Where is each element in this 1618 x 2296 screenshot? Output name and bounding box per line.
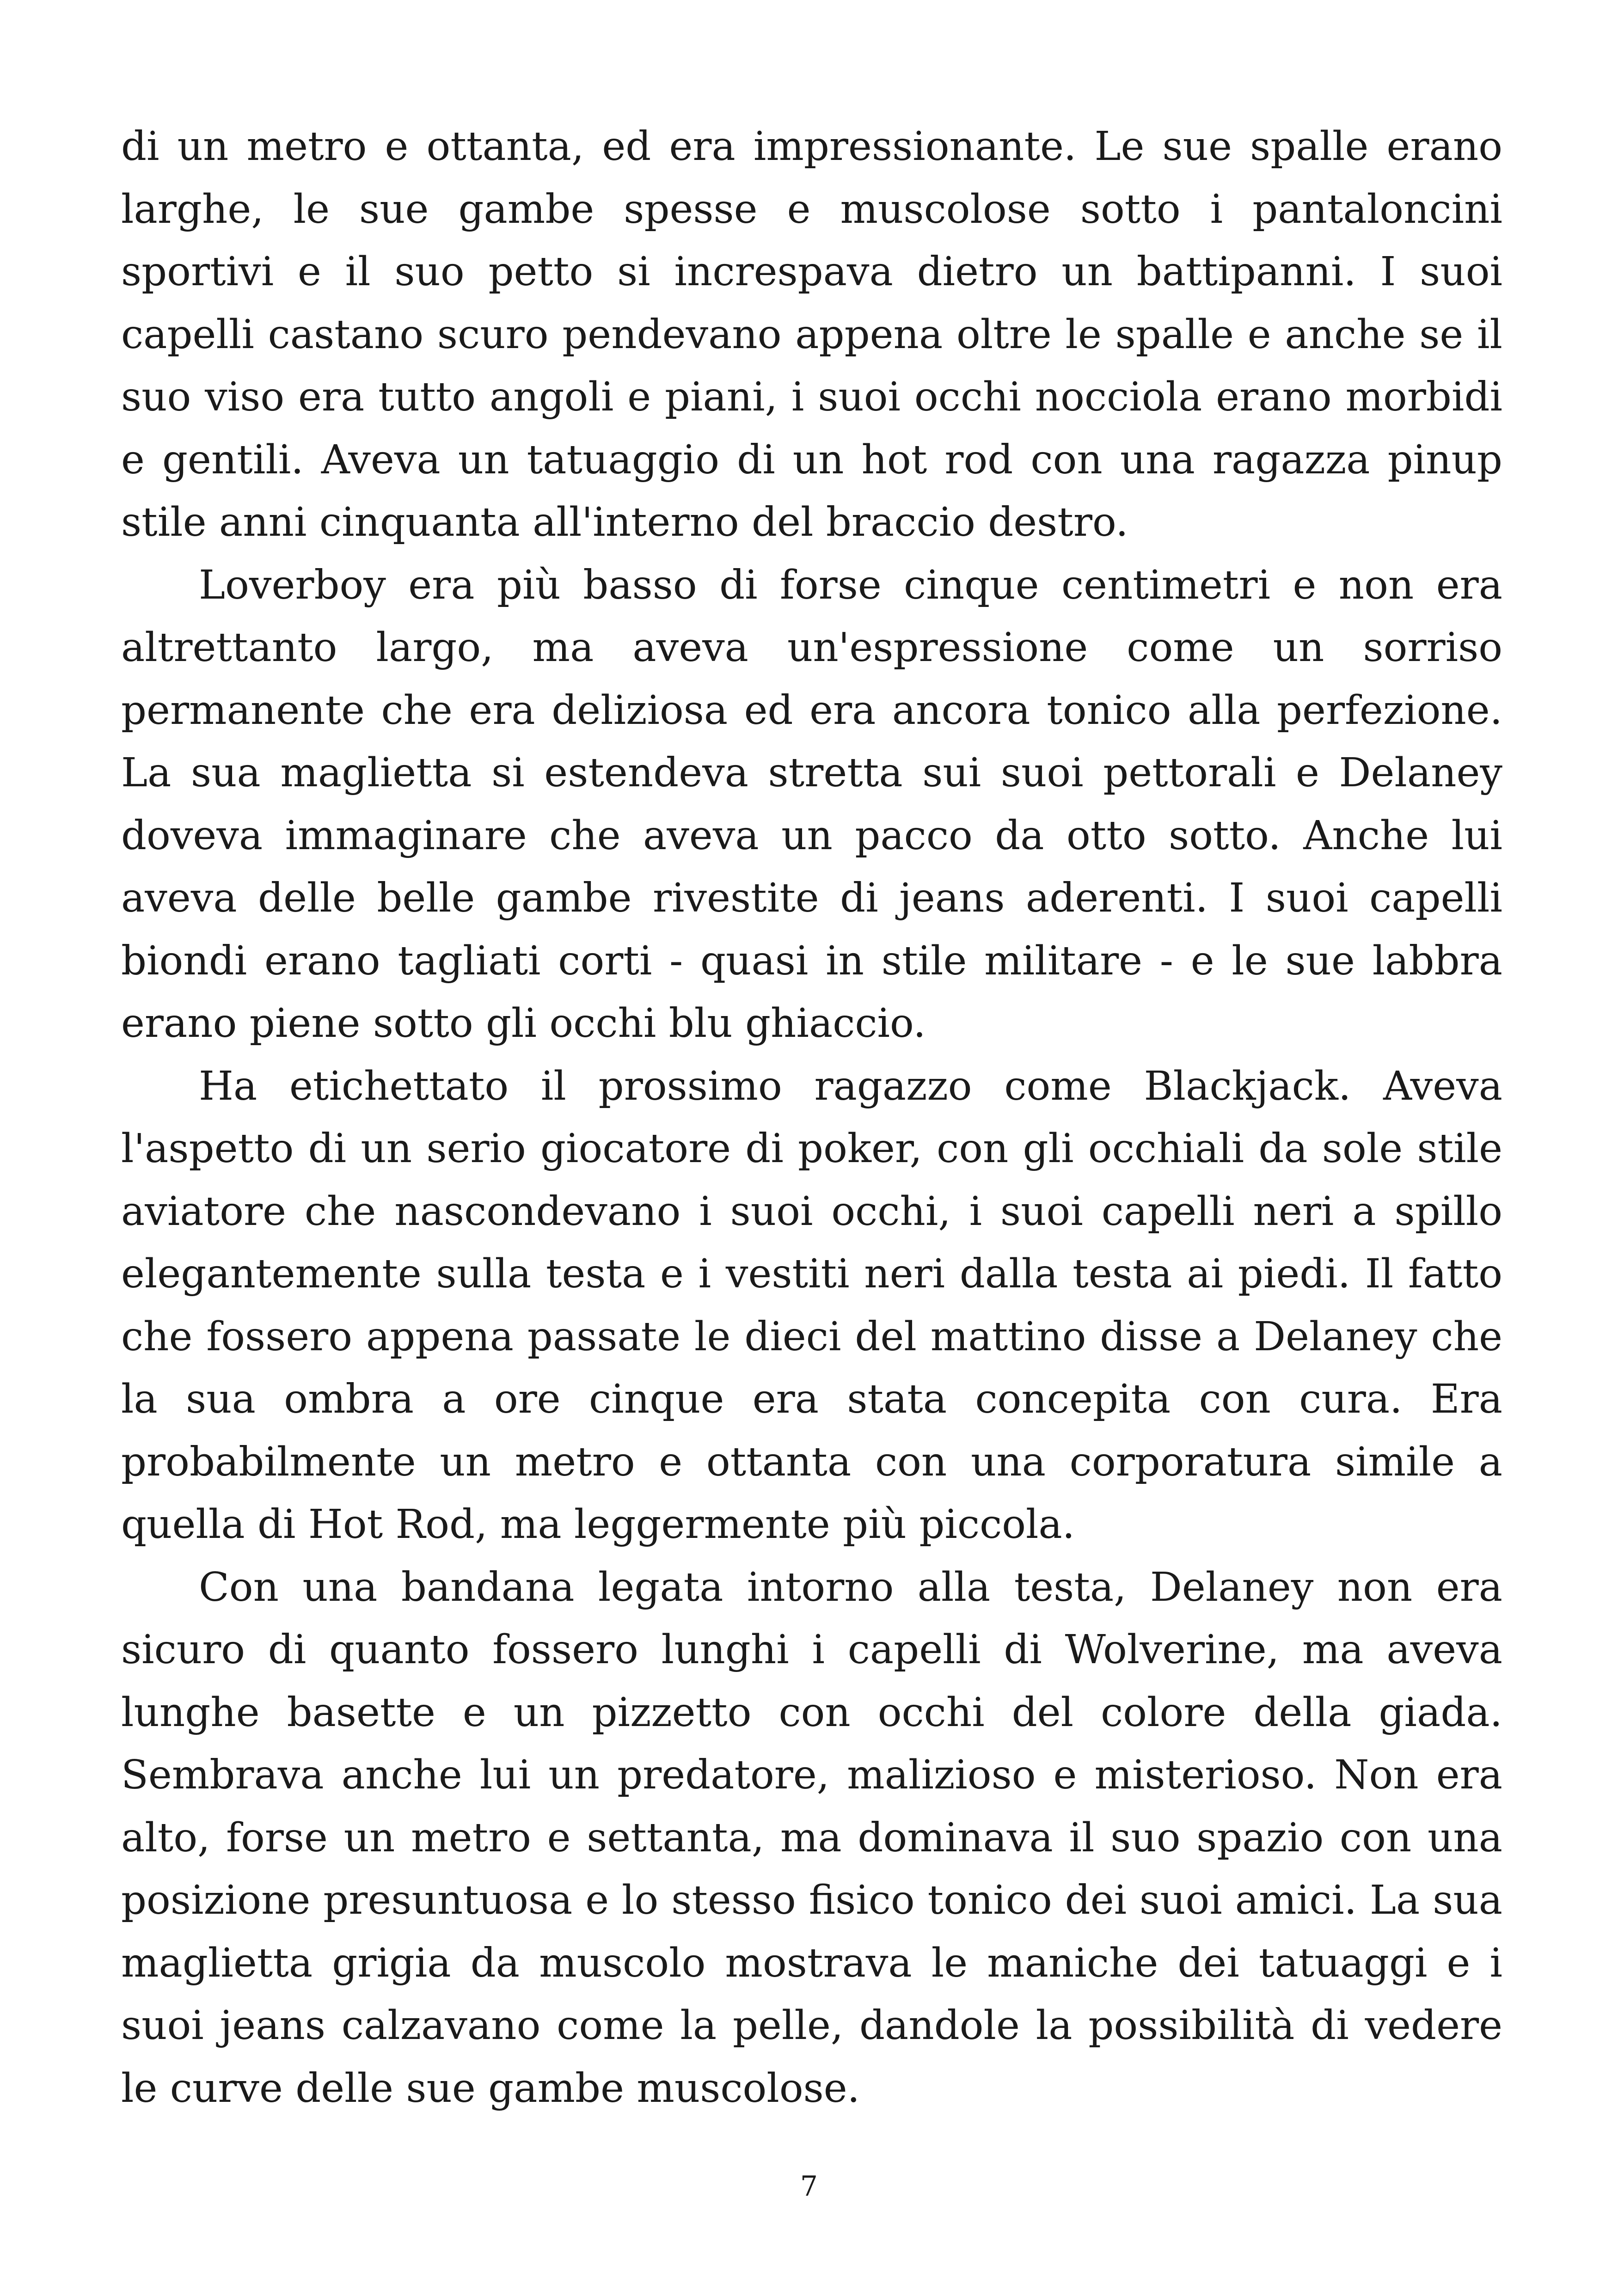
paragraph-wolverine: Con una bandana legata intorno alla testa, Delaney non era sicuro di quanto fossero lunghi i capelli di Wolverine, ma aveva lunghe basette e un pizzetto con occhi del colore della giada. Sembrava anche lui un predatore, malizioso e misterioso. Non era alto, forse un metro e settanta, ma dominava il suo spazio con una posizione presuntuosa e lo stesso fisico tonico dei suoi amici. La sua maglietta grigia da muscolo mostrava le maniche dei tatuaggi e i suoi jeans calzavano come la pelle, dandole la possibilità di vedere le curve delle sue gambe muscolose. xyxy=(121,1564,1502,2112)
page-number: 7 xyxy=(800,2170,818,2203)
page-body-text xyxy=(121,116,1502,2120)
paragraph-continued: di un metro e ottanta, ed era impressionante. Le sue spalle erano larghe, le sue gambe spesse e muscolose sotto i pantaloncini sportivi e il suo petto si increspava dietro un battipanni. I suoi capelli castano scuro pendevano appena oltre le spalle e anche se il suo viso era tutto angoli e piani, i suoi occhi nocciola erano morbidi e gentili. Aveva un tatuaggio di un hot rod con una ragazza pinup stile anni cinquanta all'interno del braccio destro. xyxy=(121,123,1502,545)
paragraph-loverboy: Loverboy era più basso di forse cinque centimetri e non era altrettanto largo, ma aveva un'espressione come un sorriso permanente che era deliziosa ed era ancora tonico alla perfezione. La sua maglietta si estendeva stretta sui suoi pettorali e Delaney doveva immaginare che aveva un pacco da otto sotto. Anche lui aveva delle belle gambe rivestite di jeans aderenti. I suoi capelli biondi erano tagliati corti - quasi in stile militare - e le sue labbra erano piene sotto gli occhi blu ghiaccio. xyxy=(121,562,1502,1047)
paragraph-blackjack: Ha etichettato il prossimo ragazzo come Blackjack. Aveva l'aspetto di un serio giocatore di poker, con gli occhiali da sole stile aviatore che nascondevano i suoi occhi, i suoi capelli neri a spillo elegantemente sulla testa e i vestiti neri dalla testa ai piedi. Il fatto che fossero appena passate le dieci del mattino disse a Delaney che la sua ombra a ore cinque era stata concepita con cura. Era probabilmente un metro e ottanta con una corporatura simile a quella di Hot Rod, ma leggermente più piccola. xyxy=(121,1063,1502,1548)
